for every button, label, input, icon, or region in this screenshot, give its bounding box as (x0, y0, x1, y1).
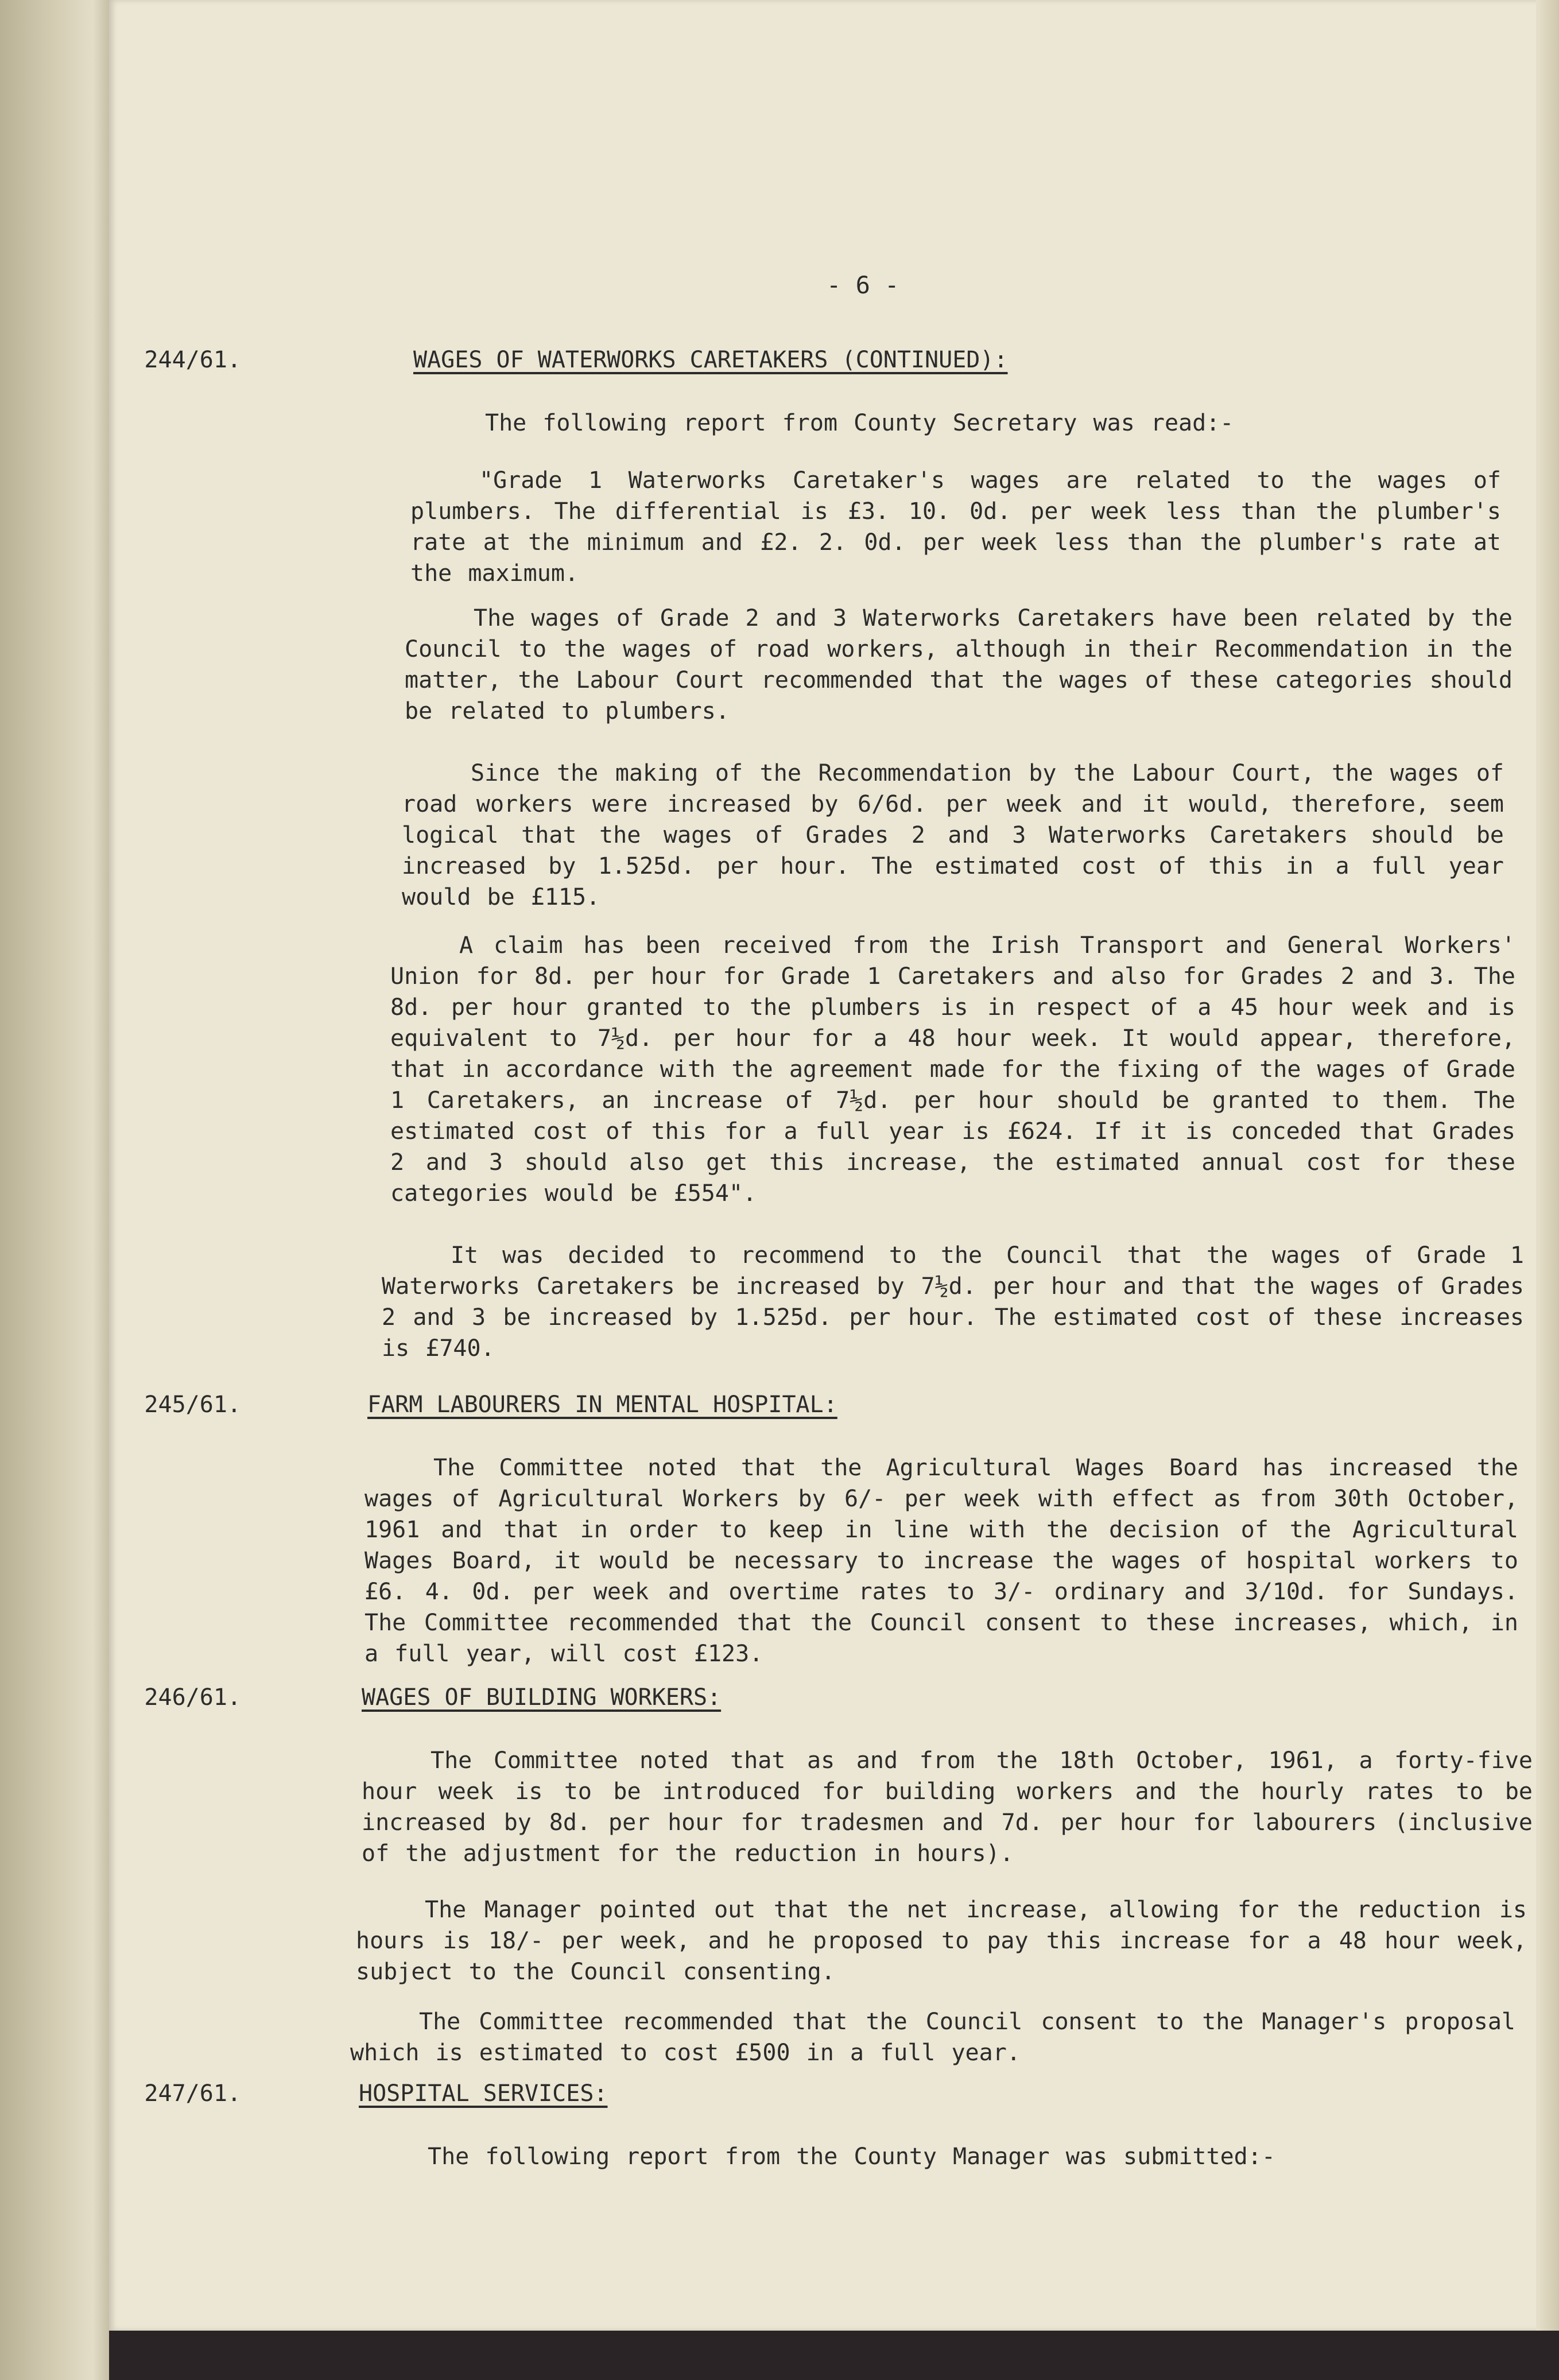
heading-waterworks-caretakers: WAGES OF WATERWORKS CARETAKERS (CONTINUED): (413, 347, 1008, 373)
paragraph: The following report from the County Manager was submitted:- (428, 2143, 1275, 2170)
typed-minutes (109, 0, 1559, 2331)
minute-number-246: 246/61. (144, 1684, 241, 1711)
book-binding (0, 0, 109, 2380)
heading-building-workers: WAGES OF BUILDING WORKERS: (362, 1684, 722, 1711)
paragraph: "Grade 1 Waterworks Caretaker's wages are related to the wages of plumbers. The differential is £3. 10. 0d. per week less than the plumber's rate at the minimum and £2. 2. 0d. per week less than the plumber's rate at the maximum. (410, 467, 1501, 587)
minute-number-244: 244/61. (144, 347, 241, 373)
paragraph: The Manager pointed out that the net increase, allowing for the reduction is hours is 18/- per week, and he proposed to pay this increase for a 48 hour week, subject to the Council consenting. (356, 1897, 1527, 1985)
paragraph: The Committee noted that the Agricultural Wages Board has increased the wages of Agricultural Workers by 6/- per week with effect as from 30th October, 1961 and that in order to keep in line with the decision of the Agricultural Wages Board, it would be necessary to increase the wages of hospital workers to £6. 4. 0d. per week and overtime rates to 3/- ordinary and 3/10d. for Sundays. The Committee recommended that the Council consent to these increases, which, in a full year, will cost £123. (364, 1455, 1518, 1667)
paragraph: The Committee recommended that the Council consent to the Manager's proposal which is estimated to cost £500 in a full year. (350, 2009, 1515, 2066)
heading-hospital-services: HOSPITAL SERVICES: (359, 2080, 608, 2107)
heading-farm-labourers: FARM LABOURERS IN MENTAL HOSPITAL: (367, 1391, 837, 1418)
paragraph: The wages of Grade 2 and 3 Waterworks Caretakers have been related by the Council to the wages of road workers, although in their Recommendation in the matter, the Labour Court recommended that the wages of these categories should be related to plumbers. (405, 605, 1513, 724)
minute-number-245: 245/61. (144, 1391, 241, 1418)
paragraph: A claim has been received from the Irish Transport and General Workers' Union for 8d. per hour for Grade 1 Caretakers and also for Grades 2 and 3. The 8d. per hour granted to the plumbers is in respect of a 45 hour week and is equivalent to 7½d. per hour for a 48 hour week. It would appear, therefore, that in accordance with the agreement made for the fixing of the wages of Grade 1 Caretakers, an increase of 7½d. per hour should be granted to them. The estimated cost of this for a full year is £624. If it is conceded that Grades 2 and 3 should also get this increase, the estimated annual cost for these categories would be £554". (390, 932, 1515, 1207)
paragraph: The Committee noted that as and from the 18th October, 1961, a forty-five hour week is to be introduced for building workers and the hourly rates to be increased by 8d. per hour for tradesmen and 7d. per hour for labourers (inclusive of the adjustment for the reduction in hours). (362, 1747, 1533, 1867)
paragraph: It was decided to recommend to the Council that the wages of Grade 1 Waterworks Caretakers be increased by 7½d. per hour and that the wages of Grades 2 and 3 be increased by 1.525d. per hour. The estimated cost of these increases is £740. (382, 1242, 1524, 1362)
paragraph: The following report from County Secretary was read:- (485, 410, 1234, 436)
minute-number-247: 247/61. (144, 2080, 241, 2107)
paragraph: Since the making of the Recommendation by the Labour Court, the wages of road workers were increased by 6/6d. per week and it would, therefore, seem logical that the wages of Grades 2 and 3 Waterworks Caretakers should be increased by 1.525d. per hour. The estimated cost of this in a full year would be £115. (402, 760, 1504, 910)
page-number: - 6 - (827, 271, 899, 299)
document-page (109, 0, 1559, 2331)
